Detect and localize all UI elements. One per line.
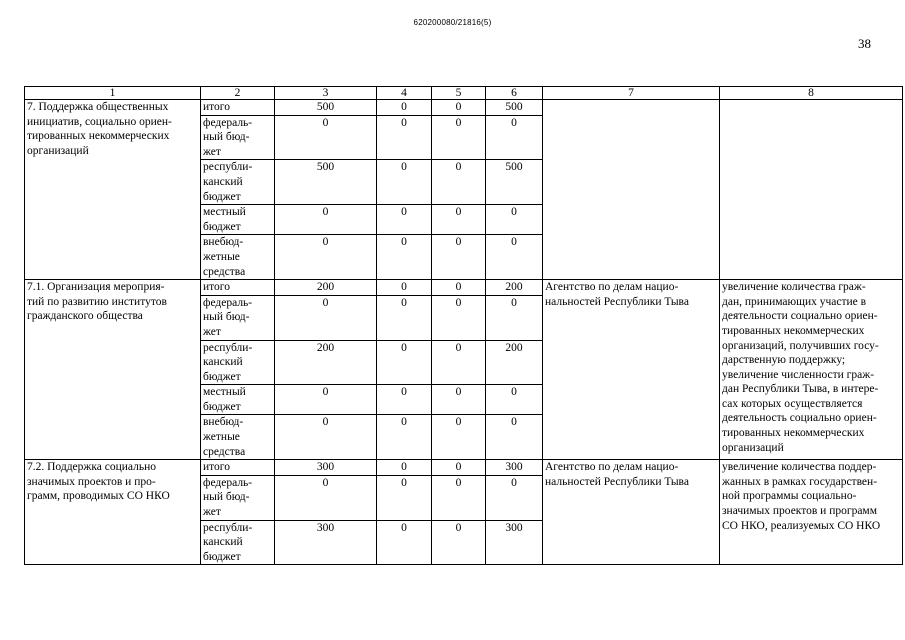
funding-source-cell: федераль- ный бюд- жет (201, 295, 275, 340)
value-cell-col5: 0 (432, 385, 486, 415)
funding-source-cell: внебюд- жетные средства (201, 415, 275, 460)
value-cell-col5: 0 (432, 205, 486, 235)
value-cell-col5: 0 (432, 160, 486, 205)
document-code: 620200080/21816(5) (413, 18, 492, 27)
value-cell-col4: 0 (377, 520, 432, 565)
funding-source-cell: местный бюджет (201, 205, 275, 235)
header-cell: 5 (432, 87, 486, 100)
value-cell-col4: 0 (377, 385, 432, 415)
value-cell-total-col3: 0 (275, 205, 377, 235)
value-cell-col5: 0 (432, 295, 486, 340)
value-cell-col4: 0 (377, 415, 432, 460)
value-cell-col6: 0 (486, 475, 543, 520)
value-cell-total-col3: 500 (275, 100, 377, 116)
value-cell-total-col3: 0 (275, 475, 377, 520)
expected-result-cell: увеличение количества граж- дан, принимающих участие в деятельности социально ориен- тированных некоммерческих организаций, получивших госу- дарственную поддержку; увеличение численности граж- дан Республики Тыва, в интере- сах которых осуществляется деятельность социально ориен- тированных некоммерческих организаций (720, 280, 903, 460)
expected-result-cell: увеличение количества поддер- жанных в рамках государствен- ной программы социально- значимых проектов и программ СО НКО, реализуемых СО НКО (720, 460, 903, 565)
page-number: 38 (858, 36, 871, 51)
funding-source-cell: республи- канский бюджет (201, 340, 275, 385)
value-cell-col4: 0 (377, 295, 432, 340)
value-cell-col6: 500 (486, 100, 543, 116)
value-cell-col5: 0 (432, 280, 486, 296)
value-cell-col5: 0 (432, 115, 486, 160)
value-cell-col6: 0 (486, 415, 543, 460)
value-cell-col4: 0 (377, 100, 432, 116)
value-cell-total-col3: 200 (275, 280, 377, 296)
funding-source-cell: федераль- ный бюд- жет (201, 475, 275, 520)
value-cell-col4: 0 (377, 280, 432, 296)
executor-cell: Агентство по делам нацио- нальностей Республики Тыва (543, 280, 720, 460)
value-cell-total-col3: 0 (275, 385, 377, 415)
activity-name-cell: 7.2. Поддержка социально значимых проектов и про- грамм, проводимых СО НКО (25, 460, 201, 565)
header-row (25, 87, 903, 100)
header-cell: 3 (275, 87, 377, 100)
value-cell-col6: 500 (486, 160, 543, 205)
funding-source-cell: внебюд- жетные средства (201, 235, 275, 280)
value-cell-col6: 0 (486, 385, 543, 415)
value-cell-col6: 200 (486, 280, 543, 296)
table-row (25, 280, 903, 296)
funding-source-cell: итого (201, 100, 275, 116)
header-cell: 1 (25, 87, 201, 100)
header-cell: 4 (377, 87, 432, 100)
budget-table (24, 86, 903, 565)
executor-cell (543, 100, 720, 280)
value-cell-col4: 0 (377, 460, 432, 476)
activity-name-cell: 7.1. Организация мероприя- тий по развитию институтов гражданского общества (25, 280, 201, 460)
header-cell: 7 (543, 87, 720, 100)
value-cell-col5: 0 (432, 460, 486, 476)
activity-name-cell: 7. Поддержка общественных инициатив, социально ориен- тированных некоммерческих организаций (25, 100, 201, 280)
funding-source-cell: республи- канский бюджет (201, 160, 275, 205)
funding-source-cell: итого (201, 460, 275, 476)
value-cell-col4: 0 (377, 340, 432, 385)
value-cell-total-col3: 0 (275, 115, 377, 160)
funding-source-cell: местный бюджет (201, 385, 275, 415)
value-cell-col6: 0 (486, 295, 543, 340)
value-cell-col6: 300 (486, 520, 543, 565)
value-cell-col6: 0 (486, 235, 543, 280)
value-cell-col5: 0 (432, 340, 486, 385)
funding-source-cell: итого (201, 280, 275, 296)
value-cell-col5: 0 (432, 415, 486, 460)
value-cell-total-col3: 300 (275, 460, 377, 476)
value-cell-col5: 0 (432, 235, 486, 280)
value-cell-total-col3: 0 (275, 295, 377, 340)
header-cell: 8 (720, 87, 903, 100)
value-cell-total-col3: 300 (275, 520, 377, 565)
table-row (25, 460, 903, 476)
value-cell-col6: 200 (486, 340, 543, 385)
value-cell-total-col3: 0 (275, 415, 377, 460)
value-cell-col5: 0 (432, 475, 486, 520)
header-cell: 2 (201, 87, 275, 100)
value-cell-total-col3: 500 (275, 160, 377, 205)
funding-source-cell: федераль- ный бюд- жет (201, 115, 275, 160)
executor-cell: Агентство по делам нацио- нальностей Республики Тыва (543, 460, 720, 565)
funding-source-cell: республи- канский бюджет (201, 520, 275, 565)
header-cell: 6 (486, 87, 543, 100)
value-cell-col4: 0 (377, 205, 432, 235)
value-cell-col4: 0 (377, 160, 432, 205)
value-cell-col6: 0 (486, 205, 543, 235)
value-cell-col5: 0 (432, 100, 486, 116)
table-row (25, 100, 903, 116)
value-cell-total-col3: 0 (275, 235, 377, 280)
value-cell-col4: 0 (377, 475, 432, 520)
value-cell-col4: 0 (377, 235, 432, 280)
value-cell-col6: 0 (486, 115, 543, 160)
expected-result-cell (720, 100, 903, 280)
value-cell-col4: 0 (377, 115, 432, 160)
value-cell-col6: 300 (486, 460, 543, 476)
value-cell-col5: 0 (432, 520, 486, 565)
value-cell-total-col3: 200 (275, 340, 377, 385)
